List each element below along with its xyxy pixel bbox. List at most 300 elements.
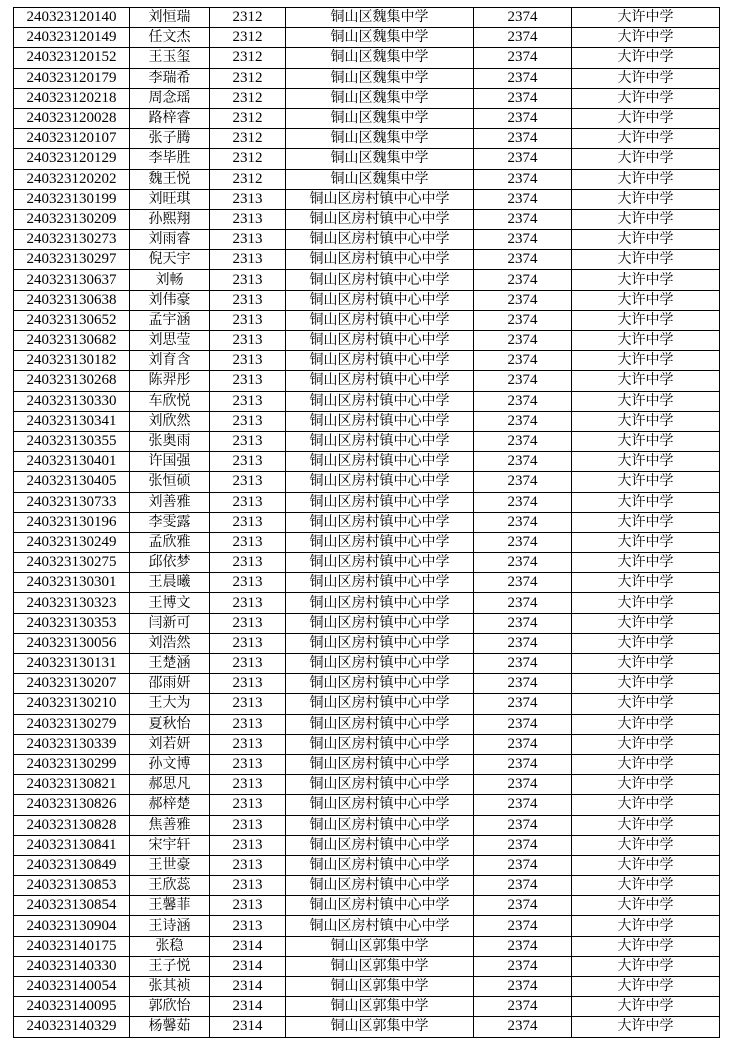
origin-school-cell: 铜山区房村镇中心中学 [286, 532, 474, 552]
origin-school-cell: 铜山区魏集中学 [286, 169, 474, 189]
school-code-cell: 2313 [210, 270, 286, 290]
student-id-cell: 240323130405 [14, 472, 130, 492]
school-code-cell: 2312 [210, 48, 286, 68]
school-code-cell: 2313 [210, 754, 286, 774]
school-code-cell: 2313 [210, 795, 286, 815]
origin-school-cell: 铜山区郭集中学 [286, 936, 474, 956]
student-name-cell: 车欣悦 [130, 391, 210, 411]
target-school-cell: 大许中学 [572, 593, 720, 613]
origin-school-cell: 铜山区郭集中学 [286, 977, 474, 997]
table-row [14, 331, 720, 351]
target-school-cell: 大许中学 [572, 654, 720, 674]
table-row [14, 8, 720, 28]
school-code-cell: 2313 [210, 452, 286, 472]
target-school-cell: 大许中学 [572, 250, 720, 270]
target-school-cell: 大许中学 [572, 916, 720, 936]
student-name-cell: 郝思凡 [130, 775, 210, 795]
student-name-cell: 刘善雅 [130, 492, 210, 512]
table-row [14, 795, 720, 815]
student-id-cell: 240323130652 [14, 310, 130, 330]
table-row [14, 48, 720, 68]
target-code-cell: 2374 [474, 775, 572, 795]
table-row [14, 532, 720, 552]
school-code-cell: 2312 [210, 68, 286, 88]
target-code-cell: 2374 [474, 613, 572, 633]
student-name-cell: 夏秋怡 [130, 714, 210, 734]
school-code-cell: 2313 [210, 835, 286, 855]
student-name-cell: 王子悦 [130, 956, 210, 976]
student-name-cell: 李雯露 [130, 512, 210, 532]
student-name-cell: 王世豪 [130, 855, 210, 875]
student-name-cell: 李瑞希 [130, 68, 210, 88]
student-name-cell: 张恒硕 [130, 472, 210, 492]
target-school-cell: 大许中学 [572, 68, 720, 88]
origin-school-cell: 铜山区魏集中学 [286, 28, 474, 48]
origin-school-cell: 铜山区房村镇中心中学 [286, 654, 474, 674]
table-row [14, 553, 720, 573]
target-school-cell: 大许中学 [572, 714, 720, 734]
student-name-cell: 魏王悦 [130, 169, 210, 189]
table-row [14, 573, 720, 593]
origin-school-cell: 铜山区房村镇中心中学 [286, 290, 474, 310]
target-code-cell: 2374 [474, 896, 572, 916]
school-code-cell: 2313 [210, 714, 286, 734]
target-school-cell: 大许中学 [572, 189, 720, 209]
target-code-cell: 2374 [474, 734, 572, 754]
table-row [14, 613, 720, 633]
origin-school-cell: 铜山区房村镇中心中学 [286, 855, 474, 875]
table-row [14, 68, 720, 88]
student-id-cell: 240323120129 [14, 149, 130, 169]
student-id-cell: 240323130733 [14, 492, 130, 512]
origin-school-cell: 铜山区房村镇中心中学 [286, 694, 474, 714]
table-row [14, 351, 720, 371]
target-school-cell: 大许中学 [572, 371, 720, 391]
school-code-cell: 2313 [210, 290, 286, 310]
school-code-cell: 2313 [210, 209, 286, 229]
school-code-cell: 2313 [210, 734, 286, 754]
student-name-cell: 王玉玺 [130, 48, 210, 68]
origin-school-cell: 铜山区房村镇中心中学 [286, 310, 474, 330]
origin-school-cell: 铜山区魏集中学 [286, 149, 474, 169]
school-code-cell: 2313 [210, 230, 286, 250]
origin-school-cell: 铜山区郭集中学 [286, 956, 474, 976]
table-row [14, 815, 720, 835]
table-row [14, 1017, 720, 1037]
student-id-cell: 240323130207 [14, 674, 130, 694]
student-id-cell: 240323130275 [14, 553, 130, 573]
table-row [14, 855, 720, 875]
school-code-cell: 2313 [210, 633, 286, 653]
table-row [14, 714, 720, 734]
target-school-cell: 大许中学 [572, 209, 720, 229]
target-school-cell: 大许中学 [572, 230, 720, 250]
table-row [14, 452, 720, 472]
student-id-cell: 240323130182 [14, 351, 130, 371]
target-code-cell: 2374 [474, 250, 572, 270]
student-id-cell: 240323130323 [14, 593, 130, 613]
school-code-cell: 2313 [210, 674, 286, 694]
target-code-cell: 2374 [474, 553, 572, 573]
school-code-cell: 2313 [210, 411, 286, 431]
student-name-cell: 张奥雨 [130, 431, 210, 451]
school-code-cell: 2312 [210, 28, 286, 48]
origin-school-cell: 铜山区房村镇中心中学 [286, 431, 474, 451]
school-code-cell: 2313 [210, 573, 286, 593]
origin-school-cell: 铜山区房村镇中心中学 [286, 674, 474, 694]
student-id-cell: 240323130299 [14, 754, 130, 774]
target-school-cell: 大许中学 [572, 492, 720, 512]
origin-school-cell: 铜山区房村镇中心中学 [286, 331, 474, 351]
school-code-cell: 2313 [210, 613, 286, 633]
student-name-cell: 焦善雅 [130, 815, 210, 835]
student-name-cell: 郝梓楚 [130, 795, 210, 815]
school-code-cell: 2313 [210, 553, 286, 573]
school-code-cell: 2313 [210, 492, 286, 512]
target-code-cell: 2374 [474, 855, 572, 875]
target-school-cell: 大许中学 [572, 310, 720, 330]
student-id-cell: 240323130297 [14, 250, 130, 270]
table-row [14, 371, 720, 391]
student-id-cell: 240323130841 [14, 835, 130, 855]
student-id-cell: 240323120140 [14, 8, 130, 28]
student-id-cell: 240323140175 [14, 936, 130, 956]
admission-table-body [14, 8, 720, 1038]
student-id-cell: 240323120107 [14, 129, 130, 149]
school-code-cell: 2313 [210, 654, 286, 674]
target-code-cell: 2374 [474, 331, 572, 351]
student-id-cell: 240323130249 [14, 532, 130, 552]
student-id-cell: 240323130273 [14, 230, 130, 250]
student-id-cell: 240323140329 [14, 1017, 130, 1037]
student-id-cell: 240323140330 [14, 956, 130, 976]
origin-school-cell: 铜山区房村镇中心中学 [286, 714, 474, 734]
student-name-cell: 邱依梦 [130, 553, 210, 573]
target-school-cell: 大许中学 [572, 613, 720, 633]
target-school-cell: 大许中学 [572, 129, 720, 149]
student-name-cell: 刘旺琪 [130, 189, 210, 209]
target-school-cell: 大许中学 [572, 896, 720, 916]
student-name-cell: 王诗涵 [130, 916, 210, 936]
student-name-cell: 张其祯 [130, 977, 210, 997]
student-name-cell: 王大为 [130, 694, 210, 714]
student-id-cell: 240323120202 [14, 169, 130, 189]
student-name-cell: 王晨曦 [130, 573, 210, 593]
target-code-cell: 2374 [474, 835, 572, 855]
target-school-cell: 大许中学 [572, 391, 720, 411]
student-id-cell: 240323130056 [14, 633, 130, 653]
school-code-cell: 2313 [210, 916, 286, 936]
school-code-cell: 2313 [210, 431, 286, 451]
school-code-cell: 2313 [210, 250, 286, 270]
school-code-cell: 2314 [210, 1017, 286, 1037]
student-name-cell: 倪天宇 [130, 250, 210, 270]
school-code-cell: 2313 [210, 189, 286, 209]
target-school-cell: 大许中学 [572, 290, 720, 310]
table-row [14, 997, 720, 1017]
student-id-cell: 240323130199 [14, 189, 130, 209]
student-id-cell: 240323130904 [14, 916, 130, 936]
target-code-cell: 2374 [474, 694, 572, 714]
target-code-cell: 2374 [474, 88, 572, 108]
target-school-cell: 大许中学 [572, 149, 720, 169]
student-id-cell: 240323130849 [14, 855, 130, 875]
table-row [14, 654, 720, 674]
student-name-cell: 刘欣然 [130, 411, 210, 431]
target-code-cell: 2374 [474, 472, 572, 492]
target-code-cell: 2374 [474, 795, 572, 815]
target-school-cell: 大许中学 [572, 855, 720, 875]
school-code-cell: 2312 [210, 149, 286, 169]
student-name-cell: 路梓睿 [130, 108, 210, 128]
target-school-cell: 大许中学 [572, 532, 720, 552]
school-code-cell: 2312 [210, 129, 286, 149]
origin-school-cell: 铜山区房村镇中心中学 [286, 896, 474, 916]
target-school-cell: 大许中学 [572, 88, 720, 108]
target-code-cell: 2374 [474, 997, 572, 1017]
target-code-cell: 2374 [474, 209, 572, 229]
school-code-cell: 2314 [210, 936, 286, 956]
student-id-cell: 240323130353 [14, 613, 130, 633]
table-row [14, 108, 720, 128]
student-name-cell: 李毕胜 [130, 149, 210, 169]
table-row [14, 512, 720, 532]
student-name-cell: 任文杰 [130, 28, 210, 48]
student-name-cell: 王馨菲 [130, 896, 210, 916]
student-name-cell: 王博文 [130, 593, 210, 613]
origin-school-cell: 铜山区房村镇中心中学 [286, 754, 474, 774]
origin-school-cell: 铜山区魏集中学 [286, 88, 474, 108]
student-id-cell: 240323120218 [14, 88, 130, 108]
target-code-cell: 2374 [474, 916, 572, 936]
table-row [14, 431, 720, 451]
table-row [14, 28, 720, 48]
origin-school-cell: 铜山区房村镇中心中学 [286, 815, 474, 835]
origin-school-cell: 铜山区房村镇中心中学 [286, 876, 474, 896]
target-school-cell: 大许中学 [572, 754, 720, 774]
table-row [14, 754, 720, 774]
table-row [14, 633, 720, 653]
target-code-cell: 2374 [474, 1017, 572, 1037]
table-row [14, 209, 720, 229]
origin-school-cell: 铜山区房村镇中心中学 [286, 775, 474, 795]
target-code-cell: 2374 [474, 754, 572, 774]
origin-school-cell: 铜山区房村镇中心中学 [286, 411, 474, 431]
student-name-cell: 周念瑶 [130, 88, 210, 108]
origin-school-cell: 铜山区魏集中学 [286, 48, 474, 68]
table-row [14, 916, 720, 936]
table-row [14, 775, 720, 795]
target-code-cell: 2374 [474, 68, 572, 88]
table-row [14, 88, 720, 108]
origin-school-cell: 铜山区房村镇中心中学 [286, 452, 474, 472]
student-name-cell: 刘恒瑞 [130, 8, 210, 28]
student-id-cell: 240323130682 [14, 331, 130, 351]
school-code-cell: 2312 [210, 108, 286, 128]
origin-school-cell: 铜山区房村镇中心中学 [286, 613, 474, 633]
target-school-cell: 大许中学 [572, 48, 720, 68]
origin-school-cell: 铜山区房村镇中心中学 [286, 472, 474, 492]
target-code-cell: 2374 [474, 270, 572, 290]
table-row [14, 876, 720, 896]
target-school-cell: 大许中学 [572, 512, 720, 532]
student-id-cell: 240323120149 [14, 28, 130, 48]
origin-school-cell: 铜山区房村镇中心中学 [286, 633, 474, 653]
student-name-cell: 刘畅 [130, 270, 210, 290]
student-id-cell: 240323130355 [14, 431, 130, 451]
school-code-cell: 2313 [210, 855, 286, 875]
table-row [14, 230, 720, 250]
origin-school-cell: 铜山区房村镇中心中学 [286, 351, 474, 371]
target-code-cell: 2374 [474, 230, 572, 250]
student-name-cell: 孟欣雅 [130, 532, 210, 552]
student-id-cell: 240323130210 [14, 694, 130, 714]
school-code-cell: 2313 [210, 775, 286, 795]
school-code-cell: 2313 [210, 876, 286, 896]
school-code-cell: 2313 [210, 593, 286, 613]
target-code-cell: 2374 [474, 431, 572, 451]
origin-school-cell: 铜山区郭集中学 [286, 997, 474, 1017]
student-name-cell: 王欣蕊 [130, 876, 210, 896]
student-id-cell: 240323140095 [14, 997, 130, 1017]
table-row [14, 492, 720, 512]
student-id-cell: 240323130268 [14, 371, 130, 391]
target-school-cell: 大许中学 [572, 573, 720, 593]
target-school-cell: 大许中学 [572, 8, 720, 28]
student-name-cell: 张稳 [130, 936, 210, 956]
target-code-cell: 2374 [474, 936, 572, 956]
target-code-cell: 2374 [474, 593, 572, 613]
target-code-cell: 2374 [474, 654, 572, 674]
student-id-cell: 240323130131 [14, 654, 130, 674]
student-id-cell: 240323130638 [14, 290, 130, 310]
target-code-cell: 2374 [474, 532, 572, 552]
origin-school-cell: 铜山区房村镇中心中学 [286, 189, 474, 209]
target-code-cell: 2374 [474, 351, 572, 371]
target-code-cell: 2374 [474, 149, 572, 169]
student-name-cell: 陈羿彤 [130, 371, 210, 391]
student-name-cell: 许国强 [130, 452, 210, 472]
school-code-cell: 2313 [210, 532, 286, 552]
origin-school-cell: 铜山区房村镇中心中学 [286, 209, 474, 229]
school-code-cell: 2314 [210, 956, 286, 976]
table-row [14, 169, 720, 189]
school-code-cell: 2313 [210, 331, 286, 351]
admission-table [13, 7, 720, 1038]
target-school-cell: 大许中学 [572, 977, 720, 997]
student-name-cell: 王楚涵 [130, 654, 210, 674]
table-row [14, 250, 720, 270]
target-school-cell: 大许中学 [572, 936, 720, 956]
target-school-cell: 大许中学 [572, 270, 720, 290]
target-school-cell: 大许中学 [572, 169, 720, 189]
student-name-cell: 郭欣怡 [130, 997, 210, 1017]
table-row [14, 956, 720, 976]
school-code-cell: 2313 [210, 310, 286, 330]
table-row [14, 896, 720, 916]
target-school-cell: 大许中学 [572, 28, 720, 48]
origin-school-cell: 铜山区房村镇中心中学 [286, 916, 474, 936]
school-code-cell: 2313 [210, 391, 286, 411]
school-code-cell: 2313 [210, 512, 286, 532]
target-school-cell: 大许中学 [572, 674, 720, 694]
target-code-cell: 2374 [474, 411, 572, 431]
target-code-cell: 2374 [474, 956, 572, 976]
table-row [14, 189, 720, 209]
target-code-cell: 2374 [474, 290, 572, 310]
student-id-cell: 240323120028 [14, 108, 130, 128]
origin-school-cell: 铜山区房村镇中心中学 [286, 795, 474, 815]
origin-school-cell: 铜山区魏集中学 [286, 68, 474, 88]
target-school-cell: 大许中学 [572, 1017, 720, 1037]
origin-school-cell: 铜山区房村镇中心中学 [286, 835, 474, 855]
origin-school-cell: 铜山区房村镇中心中学 [286, 250, 474, 270]
student-name-cell: 孙文博 [130, 754, 210, 774]
target-school-cell: 大许中学 [572, 411, 720, 431]
target-school-cell: 大许中学 [572, 775, 720, 795]
student-name-cell: 刘浩然 [130, 633, 210, 653]
school-code-cell: 2313 [210, 694, 286, 714]
student-id-cell: 240323140054 [14, 977, 130, 997]
student-id-cell: 240323130821 [14, 775, 130, 795]
origin-school-cell: 铜山区魏集中学 [286, 108, 474, 128]
student-id-cell: 240323130279 [14, 714, 130, 734]
target-code-cell: 2374 [474, 977, 572, 997]
student-id-cell: 240323120152 [14, 48, 130, 68]
origin-school-cell: 铜山区魏集中学 [286, 129, 474, 149]
table-row [14, 290, 720, 310]
target-school-cell: 大许中学 [572, 694, 720, 714]
table-row [14, 977, 720, 997]
table-row [14, 674, 720, 694]
student-id-cell: 240323130196 [14, 512, 130, 532]
student-id-cell: 240323130301 [14, 573, 130, 593]
school-code-cell: 2313 [210, 472, 286, 492]
student-id-cell: 240323130854 [14, 896, 130, 916]
student-id-cell: 240323130209 [14, 209, 130, 229]
target-code-cell: 2374 [474, 573, 572, 593]
table-row [14, 149, 720, 169]
target-school-cell: 大许中学 [572, 452, 720, 472]
table-row [14, 694, 720, 714]
school-code-cell: 2313 [210, 896, 286, 916]
table-row [14, 835, 720, 855]
target-code-cell: 2374 [474, 310, 572, 330]
target-code-cell: 2374 [474, 391, 572, 411]
student-name-cell: 孙熙翔 [130, 209, 210, 229]
origin-school-cell: 铜山区房村镇中心中学 [286, 734, 474, 754]
student-name-cell: 孟宇涵 [130, 310, 210, 330]
target-code-cell: 2374 [474, 452, 572, 472]
student-id-cell: 240323130828 [14, 815, 130, 835]
target-code-cell: 2374 [474, 169, 572, 189]
target-school-cell: 大许中学 [572, 331, 720, 351]
target-school-cell: 大许中学 [572, 876, 720, 896]
origin-school-cell: 铜山区房村镇中心中学 [286, 573, 474, 593]
target-school-cell: 大许中学 [572, 108, 720, 128]
student-id-cell: 240323130826 [14, 795, 130, 815]
student-name-cell: 刘伟豪 [130, 290, 210, 310]
target-school-cell: 大许中学 [572, 956, 720, 976]
school-code-cell: 2313 [210, 371, 286, 391]
student-id-cell: 240323120179 [14, 68, 130, 88]
school-code-cell: 2312 [210, 8, 286, 28]
target-school-cell: 大许中学 [572, 351, 720, 371]
student-id-cell: 240323130853 [14, 876, 130, 896]
target-code-cell: 2374 [474, 28, 572, 48]
table-row [14, 472, 720, 492]
origin-school-cell: 铜山区魏集中学 [286, 8, 474, 28]
